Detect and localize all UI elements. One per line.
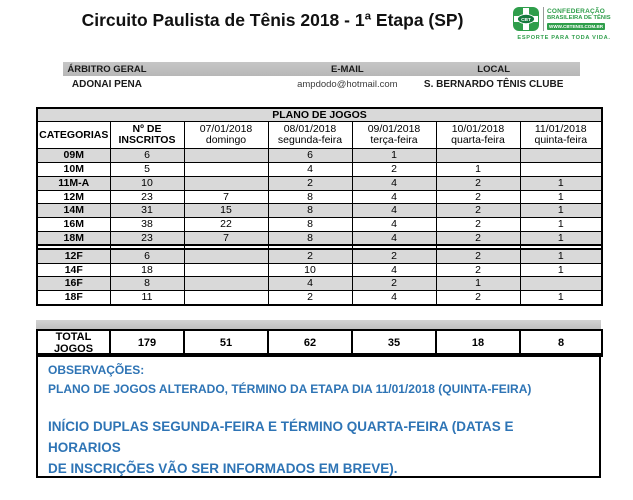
games-cell <box>184 249 268 263</box>
games-cell: 2 <box>352 249 436 263</box>
games-cell: 2 <box>436 232 520 246</box>
category-cell: 10M <box>37 163 110 177</box>
inscritos-cell: 38 <box>110 218 184 232</box>
games-cell: 8 <box>268 204 352 218</box>
table-row <box>37 190 602 204</box>
games-cell: 4 <box>352 263 436 277</box>
games-cell: 2 <box>436 291 520 305</box>
total-label-cell: TOTAL JOGOS <box>37 330 110 356</box>
table-row <box>37 232 602 246</box>
games-cell <box>520 277 602 291</box>
games-cell <box>436 149 520 163</box>
inscritos-cell: 8 <box>110 277 184 291</box>
games-cell <box>520 163 602 177</box>
label-local: LOCAL <box>477 64 511 75</box>
category-cell: 14F <box>37 263 110 277</box>
games-cell: 7 <box>184 190 268 204</box>
total-value-cell: 62 <box>268 330 352 356</box>
games-cell: 1 <box>520 232 602 246</box>
col-header-date: 10/01/2018 quarta-feira <box>436 122 520 149</box>
page-title: Circuito Paulista de Tênis 2018 - 1ª Etapa (SP) <box>81 10 464 30</box>
games-cell: 2 <box>268 176 352 190</box>
col-header-categorias: CATEGORIAS <box>37 122 110 149</box>
games-cell: 4 <box>352 232 436 246</box>
games-cell: 2 <box>436 263 520 277</box>
games-cell <box>184 263 268 277</box>
games-cell: 7 <box>184 232 268 246</box>
games-cell: 10 <box>268 263 352 277</box>
total-value-cell: 35 <box>352 330 436 356</box>
observations-box <box>36 353 601 478</box>
plan-table <box>36 107 603 306</box>
games-cell: 4 <box>352 204 436 218</box>
table-row <box>37 277 602 291</box>
total-value-cell: 51 <box>184 330 268 356</box>
games-cell: 8 <box>268 190 352 204</box>
plan-title: PLANO DE JOGOS <box>37 108 602 122</box>
category-cell: 12M <box>37 190 110 204</box>
games-cell: 1 <box>520 218 602 232</box>
games-cell: 6 <box>268 149 352 163</box>
col-header-date: 09/01/2018 terça-feira <box>352 122 436 149</box>
col-header-inscritos: Nº DE INSCRITOS <box>110 122 184 149</box>
inscritos-cell: 31 <box>110 204 184 218</box>
category-cell: 16F <box>37 277 110 291</box>
games-cell: 8 <box>268 232 352 246</box>
cbt-shield-icon <box>512 6 540 32</box>
total-value-cell: 18 <box>436 330 520 356</box>
table-row <box>37 149 602 163</box>
table-row <box>37 176 602 190</box>
col-header-date: 11/01/2018 quinta-feira <box>520 122 602 149</box>
total-value-cell: 179 <box>110 330 184 356</box>
games-cell <box>184 149 268 163</box>
games-cell: 1 <box>436 277 520 291</box>
games-cell: 4 <box>352 291 436 305</box>
inscritos-cell: 23 <box>110 190 184 204</box>
table-row <box>37 291 602 305</box>
table-row <box>37 249 602 263</box>
games-cell: 2 <box>268 249 352 263</box>
info-values-row <box>63 79 580 92</box>
value-email: ampdodo@hotmail.com <box>297 79 398 90</box>
games-cell <box>520 149 602 163</box>
logo-website: WWW.CBTENIS.COM.BR <box>549 23 604 29</box>
games-cell: 4 <box>268 277 352 291</box>
value-arbitro-geral: ADONAI PENA <box>71 79 142 90</box>
games-cell: 8 <box>268 218 352 232</box>
observations-title: OBSERVAÇÕES: <box>48 363 145 377</box>
games-cell: 1 <box>520 176 602 190</box>
cbt-logo <box>512 6 624 41</box>
games-cell: 1 <box>520 291 602 305</box>
games-cell: 1 <box>520 263 602 277</box>
observations-line3: DE INSCRIÇÕES VÃO SER INFORMADOS EM BREVE). <box>48 461 398 477</box>
inscritos-cell: 23 <box>110 232 184 246</box>
inscritos-cell: 11 <box>110 291 184 305</box>
table-row <box>37 218 602 232</box>
category-cell: 18M <box>37 232 110 246</box>
games-cell: 2 <box>352 163 436 177</box>
games-cell: 2 <box>436 218 520 232</box>
inscritos-cell: 10 <box>110 176 184 190</box>
table-row <box>37 263 602 277</box>
games-cell: 2 <box>268 291 352 305</box>
table-row <box>37 204 602 218</box>
observations-line2: INÍCIO DUPLAS SEGUNDA-FEIRA E TÉRMINO QUARTA-FEIRA (DATAS E HORARIOS <box>48 419 514 456</box>
logo-divider <box>543 7 544 31</box>
games-cell <box>184 277 268 291</box>
value-local: S. BERNARDO TÊNIS CLUBE <box>423 79 564 90</box>
label-email: E-MAIL <box>330 64 364 75</box>
observations-gap <box>48 398 589 417</box>
separator-band <box>36 320 601 329</box>
col-header-date: 08/01/2018 segunda-feira <box>268 122 352 149</box>
table-row <box>37 163 602 177</box>
games-cell: 2 <box>436 204 520 218</box>
games-cell: 4 <box>352 176 436 190</box>
inscritos-cell: 5 <box>110 163 184 177</box>
category-cell: 09M <box>37 149 110 163</box>
observations-line1: PLANO DE JOGOS ALTERADO, TÉRMINO DA ETAPA DIA 11/01/2018 (QUINTA-FEIRA) <box>48 381 532 396</box>
inscritos-cell: 6 <box>110 149 184 163</box>
games-cell: 15 <box>184 204 268 218</box>
inscritos-cell: 18 <box>110 263 184 277</box>
games-cell: 2 <box>352 277 436 291</box>
games-cell: 1 <box>520 249 602 263</box>
games-cell <box>184 176 268 190</box>
games-cell: 1 <box>520 190 602 204</box>
games-cell: 4 <box>352 190 436 204</box>
games-cell: 2 <box>436 249 520 263</box>
games-cell <box>184 163 268 177</box>
category-cell: 16M <box>37 218 110 232</box>
label-arbitro-geral: ÁRBITRO GERAL <box>67 64 147 75</box>
col-header-date: 07/01/2018 domingo <box>184 122 268 149</box>
inscritos-cell: 6 <box>110 249 184 263</box>
games-cell: 1 <box>520 204 602 218</box>
games-cell: 2 <box>436 176 520 190</box>
category-cell: 18F <box>37 291 110 305</box>
category-cell: 11M-A <box>37 176 110 190</box>
games-cell <box>184 291 268 305</box>
games-cell: 2 <box>436 190 520 204</box>
logo-tagline: ESPORTE PARA TODA VIDA. <box>517 35 611 41</box>
total-value-cell: 8 <box>520 330 602 356</box>
category-cell: 12F <box>37 249 110 263</box>
category-cell: 14M <box>37 204 110 218</box>
cbt-abbr: CBT <box>521 18 531 23</box>
games-cell: 1 <box>352 149 436 163</box>
games-cell: 1 <box>436 163 520 177</box>
logo-line1: CONFEDERAÇÃO <box>547 7 606 15</box>
games-cell: 22 <box>184 218 268 232</box>
info-header-bar <box>63 62 580 76</box>
games-cell: 4 <box>268 163 352 177</box>
logo-line2: BRASILEIRA DE TÊNIS <box>547 15 611 22</box>
games-cell: 4 <box>352 218 436 232</box>
